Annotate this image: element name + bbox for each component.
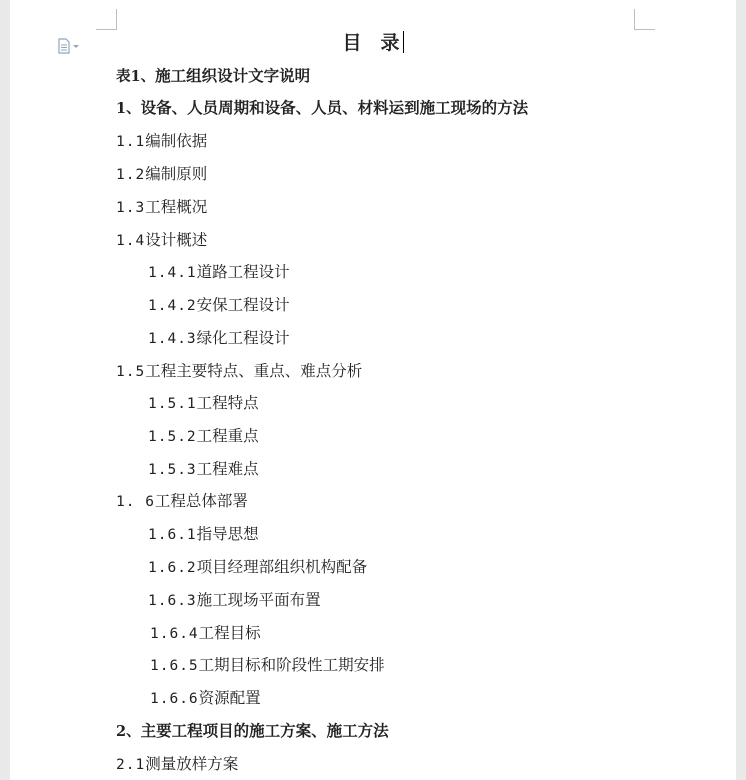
toc-entry-number: 1. 6 xyxy=(116,494,155,510)
toc-entry-number: 1.1 xyxy=(116,134,146,150)
toc-entry[interactable] xyxy=(116,131,207,152)
title-char-1: 目 xyxy=(342,32,363,54)
toc-entry[interactable] xyxy=(148,524,259,545)
toc-entry-text: 施工现场平面布置 xyxy=(196,591,321,609)
toc-entry-number: 1.4.1 xyxy=(148,265,197,281)
toc-entry-text: 绿化工程设计 xyxy=(196,329,290,347)
toc-entry[interactable] xyxy=(148,328,290,349)
toc-entry-number: 2、 xyxy=(116,723,141,740)
toc-entry[interactable] xyxy=(148,295,290,316)
toc-entry[interactable] xyxy=(116,721,389,742)
toc-entry[interactable] xyxy=(116,66,310,87)
toc-entry-text: 设计概述 xyxy=(145,231,208,249)
toc-entry-text: 道路工程设计 xyxy=(196,263,290,281)
toc-entry[interactable] xyxy=(148,459,259,480)
toc-entry-number: 1.4.3 xyxy=(148,331,197,347)
toc-entry-number: 1.4.2 xyxy=(148,298,197,314)
toc-entry-text: 资源配置 xyxy=(198,689,261,707)
toc-entry-number: 1.6.2 xyxy=(148,560,197,576)
toc-entry-text: 工程主要特点、重点、难点分析 xyxy=(145,362,363,380)
toc-entry[interactable] xyxy=(116,230,207,251)
title-char-2: 录 xyxy=(380,32,401,54)
toc-entry-number: 1.6.3 xyxy=(148,593,197,609)
toc-entry-number: 1.5.2 xyxy=(148,429,197,445)
toc-entry-text: 工程重点 xyxy=(196,427,259,445)
toc-entry-text: 测量放样方案 xyxy=(145,755,239,773)
toc-entry[interactable] xyxy=(116,164,207,185)
page-corner-mark-right xyxy=(634,9,655,30)
toc-entry-number: 1.3 xyxy=(116,200,146,216)
toc-entry-text: 工程特点 xyxy=(196,394,259,412)
toc-entry[interactable] xyxy=(148,426,259,447)
toc-entry[interactable] xyxy=(148,557,367,578)
toc-entry-text: 工期目标和阶段性工期安排 xyxy=(198,656,385,674)
document-page[interactable] xyxy=(10,0,736,780)
toc-entry-number: 表1、 xyxy=(116,68,156,85)
toc-entry[interactable] xyxy=(150,655,385,676)
toc-entry[interactable] xyxy=(116,754,238,775)
toc-entry-text: 工程难点 xyxy=(196,460,259,478)
toc-entry-number: 1.6.4 xyxy=(150,626,199,642)
page-corner-mark-left xyxy=(96,9,117,30)
toc-entry-text: 工程总体部署 xyxy=(154,492,248,510)
toc-entry-number: 2.1 xyxy=(116,757,146,773)
toc-entry-number: 1、 xyxy=(116,100,141,117)
toc-entry[interactable] xyxy=(116,197,207,218)
toc-entry-number: 1.6.1 xyxy=(148,527,197,543)
toc-entry-text: 项目经理部组织机构配备 xyxy=(196,558,368,576)
toc-entry-text: 工程目标 xyxy=(198,624,261,642)
toc-entry-number: 1.5.3 xyxy=(148,462,197,478)
toc-entry-number: 1.2 xyxy=(116,167,146,183)
toc-entry[interactable] xyxy=(116,491,248,512)
toc-entry-text: 工程概况 xyxy=(145,198,208,216)
toc-entry[interactable] xyxy=(148,393,259,414)
toc-entry-number: 1.5 xyxy=(116,364,146,380)
toc-entry-number: 1.4 xyxy=(116,233,146,249)
page-title xyxy=(10,28,736,55)
toc-entry-text: 指导思想 xyxy=(196,525,259,543)
toc-entry-text: 施工组织设计文字说明 xyxy=(155,66,311,85)
toc-entry-text: 编制原则 xyxy=(145,165,208,183)
text-cursor xyxy=(403,31,404,53)
toc-entry[interactable] xyxy=(116,361,362,382)
toc-entry[interactable] xyxy=(148,590,321,611)
toc-entry-number: 1.6.6 xyxy=(150,691,199,707)
toc-entry-text: 编制依据 xyxy=(145,132,208,150)
toc-entry-text: 主要工程项目的施工方案、施工方法 xyxy=(140,721,389,740)
toc-entry[interactable] xyxy=(150,688,261,709)
toc-entry-number: 1.6.5 xyxy=(150,658,199,674)
toc-entry-text: 安保工程设计 xyxy=(196,296,290,314)
toc-entry[interactable] xyxy=(148,262,290,283)
toc-entry-text: 设备、人员周期和设备、人员、材料运到施工现场的方法 xyxy=(140,98,529,117)
toc-entry-number: 1.5.1 xyxy=(148,396,197,412)
toc-entry[interactable] xyxy=(150,623,261,644)
toc-entry[interactable] xyxy=(116,98,528,119)
